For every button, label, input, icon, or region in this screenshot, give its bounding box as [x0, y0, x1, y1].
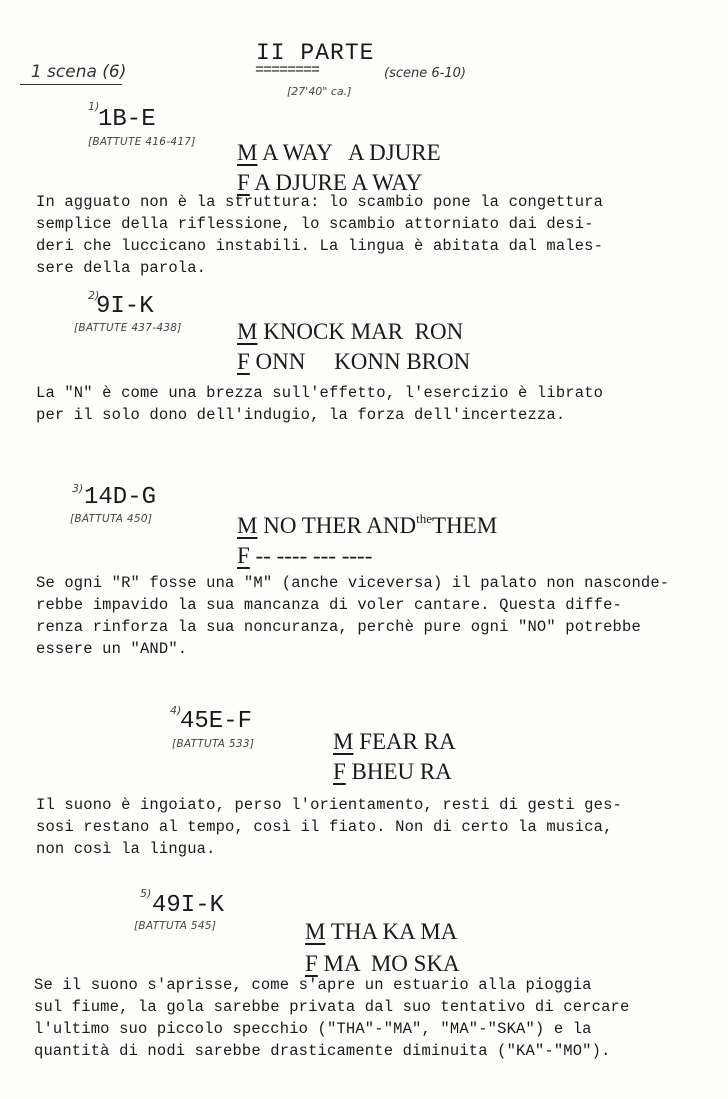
f-label: F	[333, 759, 346, 784]
f-label: F	[237, 170, 250, 195]
paragraph-line: renza rinforza la sua noncuranza, perchè pure ogni "NO" potrebbe	[36, 618, 641, 636]
battute-label: [BATTUTA 450]	[70, 513, 153, 525]
section-number: 1)	[88, 100, 100, 113]
f-label: F	[237, 349, 250, 374]
m-label: M	[237, 140, 258, 165]
paragraph-line: sul fiume, la gola sarebbe privata dal suo tentativo di cercare	[34, 998, 630, 1016]
m-syllables-end: THEM	[432, 513, 498, 538]
paragraph-line: Se il suono s'aprisse, come s'apre un estuario alla pioggia	[34, 976, 592, 994]
m-syllables: NO THER AND	[263, 513, 417, 538]
m-syllables: A WAY A DJURE	[261, 140, 441, 165]
section-number: 3)	[72, 482, 84, 495]
section-number: 2)	[88, 289, 100, 302]
f-dashes: -- ---- --- ----	[255, 543, 373, 568]
battute-label: [BATTUTA 533]	[172, 738, 255, 750]
battute-label: [BATTUTE 416-417]	[88, 136, 196, 148]
f-syllables: BHEU RA	[351, 759, 452, 784]
paragraph-line: non così la lingua.	[36, 840, 216, 858]
f-syllables: A DJURE A WAY	[254, 170, 423, 195]
m-label: M	[305, 919, 326, 944]
paragraph-line: essere un "AND".	[36, 640, 188, 658]
paragraph-line: quantità di nodi sarebbe drasticamente diminuita ("KA"-"MO").	[34, 1042, 611, 1060]
m-label: M	[237, 513, 258, 538]
paragraph-line: per il solo dono dell'indugio, la forza dell'incertezza.	[36, 406, 566, 424]
title-underline-rule: ========	[255, 62, 320, 79]
paragraph-line: sere della parola.	[36, 259, 207, 277]
m-label: M	[333, 729, 354, 754]
section-number: 5)	[140, 887, 152, 900]
m-syllables: FEAR RA	[359, 729, 456, 754]
commentary-paragraph	[36, 794, 622, 860]
commentary-paragraph	[36, 382, 603, 426]
section-code: 9I-K	[96, 293, 154, 320]
paragraph-line: Il suono è ingoiato, perso l'orientamento, resti di gesti ges-	[36, 796, 622, 814]
scene-range-note: (scene 6-10)	[384, 66, 466, 81]
section-code: 45E-F	[180, 708, 253, 735]
commentary-paragraph	[34, 974, 629, 1062]
commentary-paragraph	[36, 572, 669, 660]
m-syllables: THA KA MA	[330, 919, 458, 944]
commentary-paragraph	[36, 191, 603, 279]
f-syllables: ONN KONN BRON	[255, 349, 471, 374]
paragraph-line: l'ultimo suo piccolo specchio ("THA"-"MA", "MA"-"SKA") e la	[34, 1020, 592, 1038]
paragraph-line: Se ogni "R" fosse una "M" (anche viceversa) il palato non nasconde-	[36, 574, 670, 592]
duration-note: [27'40" ca.]	[287, 85, 352, 98]
section-number: 4)	[170, 704, 182, 717]
paragraph-line: deri che luccicano instabili. La lingua è abitata dal males-	[36, 237, 604, 255]
battute-label: [BATTUTE 437-438]	[74, 322, 182, 334]
battute-label: [BATTUTA 545]	[134, 920, 217, 932]
f-syllables: MA MO SKA	[323, 951, 460, 976]
section-code: 14D-G	[84, 484, 157, 511]
paragraph-line: In agguato non è la struttura: lo scambio pone la congettura	[36, 193, 604, 211]
section-code: 1B-E	[98, 106, 156, 133]
superscript-insert: the	[416, 511, 433, 526]
m-syllables: KNOCK MAR RON	[263, 319, 464, 344]
m-label: M	[237, 319, 258, 344]
section-code: 49I-K	[152, 892, 225, 919]
paragraph-line: La "N" è come una brezza sull'effetto, l'esercizio è librato	[36, 384, 604, 402]
paragraph-line: sosi restano al tempo, così il fiato. Non di certo la musica,	[36, 818, 613, 836]
f-label: F	[305, 951, 318, 976]
corner-handwritten-note: 1 scena (6)	[20, 42, 126, 82]
f-label: F	[237, 543, 250, 568]
paragraph-line: semplice della riflessione, lo scambio attorniato dai desi-	[36, 215, 594, 233]
paragraph-line: rebbe impavido la sua mancanza di voler cantare. Questa diffe-	[36, 596, 622, 614]
part-title: II PARTE	[256, 40, 375, 66]
